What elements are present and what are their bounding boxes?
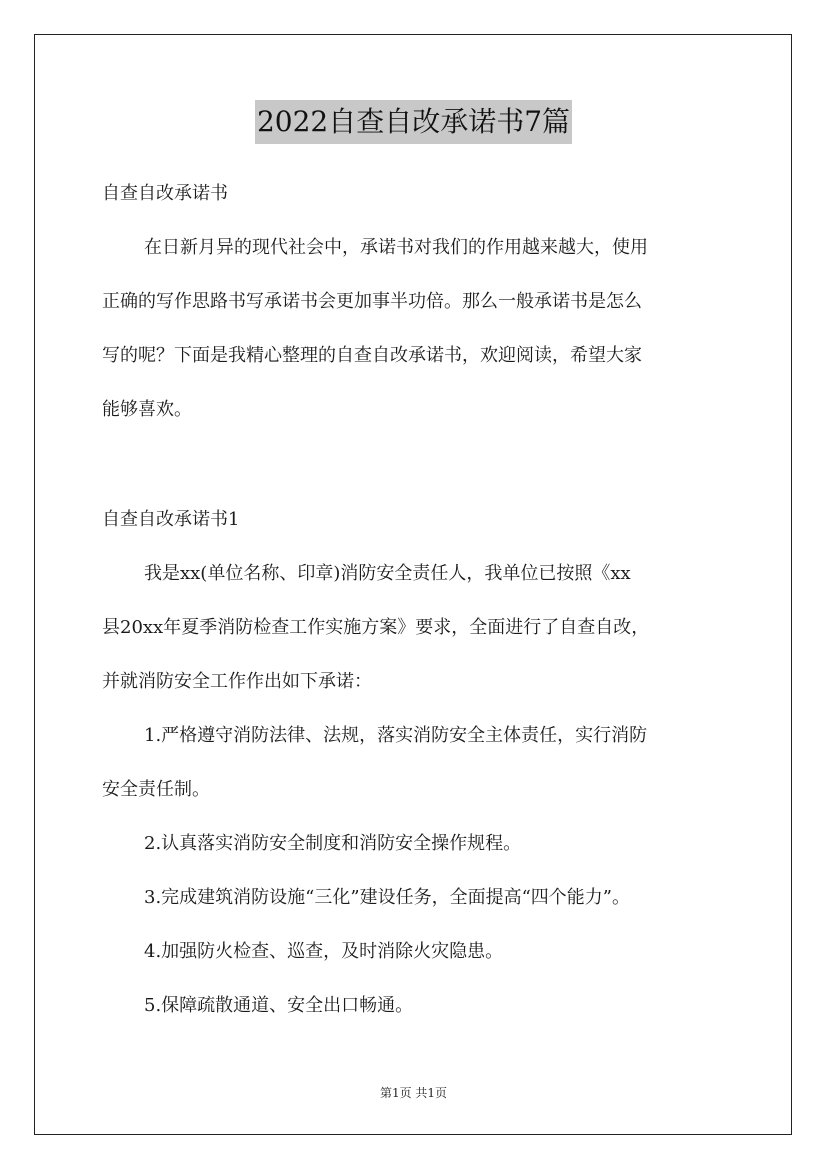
section1-line: 并就消防安全工作作出如下承诺：	[102, 671, 372, 692]
title-container	[0, 100, 827, 144]
intro-line: 在日新月异的现代社会中，承诺书对我们的作用越来越大，使用	[144, 237, 648, 258]
section1-item-1: 1.严格遵守消防法律、法规，落实消防安全主体责任，实行消防	[144, 725, 648, 746]
section1-line: 我是xx(单位名称、印章)消防安全责任人，我单位已按照《xx	[144, 563, 631, 584]
intro-line: 写的呢？下面是我精心整理的自查自改承诺书，欢迎阅读，希望大家	[102, 345, 642, 366]
section1-heading: 自查自改承诺书1	[102, 509, 240, 530]
section1-item-3: 3.完成建筑消防设施“三化”建设任务，全面提高“四个能力”。	[144, 887, 630, 908]
intro-line: 正确的写作思路书写承诺书会更加事半功倍。那么一般承诺书是怎么	[102, 291, 642, 312]
intro-line: 能够喜欢。	[102, 399, 192, 420]
document-title: 2022自查自改承诺书7篇	[255, 100, 572, 144]
intro-heading: 自查自改承诺书	[102, 183, 228, 204]
page-number: 第1页 共1页	[379, 1086, 448, 1100]
section1-item-1-cont: 安全责任制。	[102, 779, 210, 800]
section1-item-4: 4.加强防火检查、巡查，及时消除火灾隐患。	[144, 941, 504, 962]
section1-line: 县20xx年夏季消防检查工作实施方案》要求，全面进行了自查自改，	[102, 617, 650, 638]
section1-item-5: 5.保障疏散通道、安全出口畅通。	[144, 995, 414, 1016]
section1-item-2: 2.认真落实消防安全制度和消防安全操作规程。	[144, 833, 522, 854]
